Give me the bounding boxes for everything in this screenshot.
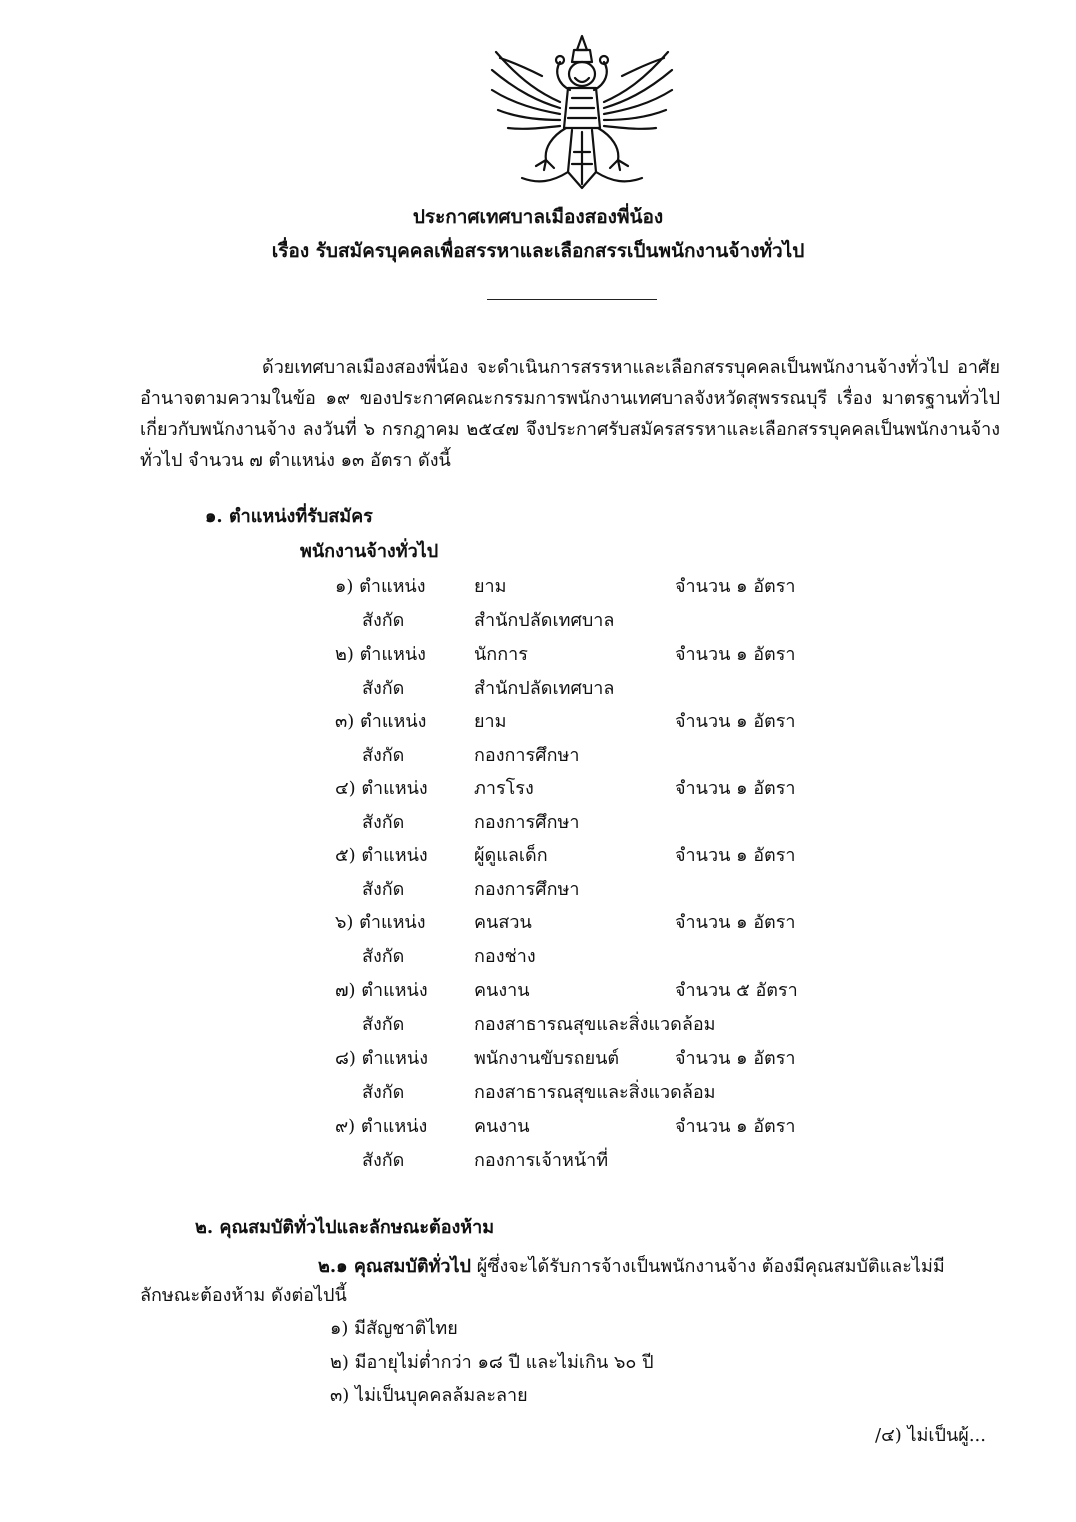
- affiliation-name: สำนักปลัดเทศบาล: [474, 610, 615, 631]
- announcement-subject: เรื่อง รับสมัครบุคคลเพื่อสรรหาและเลือกสรรเป็นพนักงานจ้างทั่วไป: [271, 240, 805, 262]
- position-name: นักการ: [474, 644, 528, 665]
- position-name: คนสวน: [474, 912, 532, 933]
- position-count: จำนวน ๑ อัตรา: [675, 912, 796, 933]
- position-name: ภารโรง: [474, 778, 534, 799]
- section1-subheading: พนักงานจ้างทั่วไป: [300, 541, 439, 562]
- position-number: ๕) ตำแหน่ง: [335, 845, 428, 866]
- garuda-emblem-icon: [482, 32, 682, 197]
- affiliation-name: กองช่าง: [474, 946, 536, 967]
- affiliation-name: สำนักปลัดเทศบาล: [474, 678, 615, 699]
- position-count: จำนวน ๕ อัตรา: [675, 980, 798, 1001]
- position-name: ยาม: [474, 711, 507, 732]
- affiliation-label: สังกัด: [362, 879, 405, 900]
- affiliation-label: สังกัด: [362, 946, 405, 967]
- section2-1-text: ผู้ซึ่งจะได้รับการจ้างเป็นพนักงานจ้าง ต้องมีคุณสมบัติและไม่มี: [476, 1256, 945, 1277]
- affiliation-name: กองการศึกษา: [474, 745, 580, 766]
- qualification-item: ๒) มีอายุไม่ต่ำกว่า ๑๘ ปี และไม่เกิน ๖๐ ปี: [330, 1352, 654, 1373]
- title-divider: [487, 299, 657, 300]
- section2-heading: ๒. คุณสมบัติทั่วไปและลักษณะต้องห้าม: [195, 1217, 495, 1238]
- affiliation-name: กองการศึกษา: [474, 812, 580, 833]
- affiliation-name: กองการศึกษา: [474, 879, 580, 900]
- position-number: ๒) ตำแหน่ง: [335, 644, 426, 665]
- position-count: จำนวน ๑ อัตรา: [675, 1116, 796, 1137]
- affiliation-name: กองสาธารณสุขและสิ่งแวดล้อม: [474, 1082, 716, 1103]
- position-name: คนงาน: [474, 1116, 530, 1137]
- page-continuation: /๔) ไม่เป็นผู้...: [875, 1425, 986, 1446]
- affiliation-name: กองการเจ้าหน้าที่: [474, 1150, 609, 1171]
- position-number: ๙) ตำแหน่ง: [335, 1116, 428, 1137]
- affiliation-label: สังกัด: [362, 610, 405, 631]
- position-count: จำนวน ๑ อัตรา: [675, 576, 796, 597]
- position-name: ยาม: [474, 576, 507, 597]
- section2-1-line: [318, 1251, 945, 1280]
- section1-heading: ๑. ตำแหน่งที่รับสมัคร: [205, 506, 373, 527]
- qualification-item: ๑) มีสัญชาติไทย: [330, 1318, 458, 1339]
- section2-1-text-cont: ลักษณะต้องห้าม ดังต่อไปนี้: [140, 1285, 347, 1306]
- affiliation-name: กองสาธารณสุขและสิ่งแวดล้อม: [474, 1014, 716, 1035]
- qualification-item: ๓) ไม่เป็นบุคคลล้มละลาย: [330, 1385, 528, 1406]
- affiliation-label: สังกัด: [362, 1150, 405, 1171]
- announcement-title: ประกาศเทศบาลเมืองสองพี่น้อง: [412, 206, 664, 228]
- position-name: คนงาน: [474, 980, 530, 1001]
- section2-1-heading: ๒.๑ คุณสมบัติทั่วไป: [318, 1256, 471, 1277]
- position-count: จำนวน ๑ อัตรา: [675, 778, 796, 799]
- position-name: พนักงานขับรถยนต์: [474, 1048, 620, 1069]
- position-number: ๗) ตำแหน่ง: [335, 980, 428, 1001]
- affiliation-label: สังกัด: [362, 1082, 405, 1103]
- affiliation-label: สังกัด: [362, 745, 405, 766]
- position-number: ๖) ตำแหน่ง: [335, 912, 426, 933]
- intro-paragraph: ด้วยเทศบาลเมืองสองพี่น้อง จะดำเนินการสรรหาและเลือกสรรบุคคลเป็นพนักงานจ้างทั่วไป อาศัยอำนาจตามความในข้อ ๑๙ ของประกาศคณะกรรมการพนักงานเทศบาลจังหวัดสุพรรณบุรี เรื่อง มาตรฐานทั่วไปเกี่ยวกับพนักงานจ้าง ลงวันที่ ๖ กรกฎาคม ๒๕๔๗ จึงประกาศรับสมัครสรรหาและเลือกสรรบุคคลเป็นพนักงานจ้างทั่วไป จำนวน ๗ ตำแหน่ง ๑๓ อัตรา ดังนี้: [140, 357, 1000, 471]
- position-number: ๓) ตำแหน่ง: [335, 711, 427, 732]
- position-number: ๔) ตำแหน่ง: [335, 778, 428, 799]
- affiliation-label: สังกัด: [362, 1014, 405, 1035]
- affiliation-label: สังกัด: [362, 812, 405, 833]
- position-count: จำนวน ๑ อัตรา: [675, 711, 796, 732]
- position-count: จำนวน ๑ อัตรา: [675, 1048, 796, 1069]
- position-name: ผู้ดูแลเด็ก: [474, 845, 548, 866]
- position-number: ๘) ตำแหน่ง: [335, 1048, 428, 1069]
- affiliation-label: สังกัด: [362, 678, 405, 699]
- position-count: จำนวน ๑ อัตรา: [675, 845, 796, 866]
- position-count: จำนวน ๑ อัตรา: [675, 644, 796, 665]
- position-number: ๑) ตำแหน่ง: [335, 576, 426, 597]
